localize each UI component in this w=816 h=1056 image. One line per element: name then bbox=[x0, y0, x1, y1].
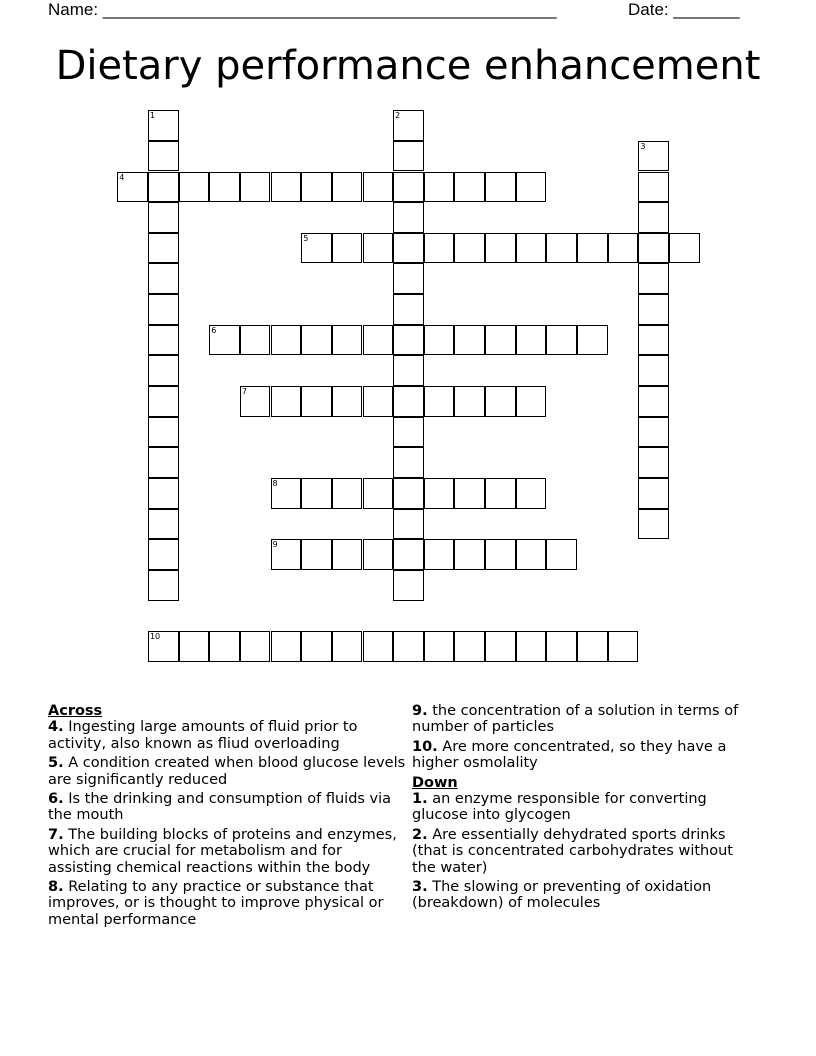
clue-across-7: 7. The building blocks of proteins and enzymes, which are crucial for metabolism and for assisting chemical reactions within the body bbox=[48, 826, 397, 876]
crossword-cell[interactable] bbox=[332, 233, 363, 264]
crossword-cell[interactable] bbox=[148, 325, 179, 356]
clue-across-6: 6. Is the drinking and consumption of fluids via the mouth bbox=[48, 791, 392, 824]
crossword-cell[interactable] bbox=[363, 539, 394, 570]
crossword-cell[interactable] bbox=[393, 233, 424, 264]
clue-across-4: 4. Ingesting large amounts of fluid prior to activity, also known as fliud overloading bbox=[48, 719, 358, 752]
crossword-cell[interactable] bbox=[485, 172, 516, 203]
crossword-cell[interactable] bbox=[516, 539, 547, 570]
clue-number: 3 bbox=[640, 141, 646, 151]
crossword-cell[interactable] bbox=[301, 539, 332, 570]
crossword-cell[interactable] bbox=[363, 325, 394, 356]
clue-across-5: 5. A condition created when blood glucose levels are significantly reduced bbox=[48, 755, 406, 788]
crossword-cell[interactable] bbox=[148, 294, 179, 325]
crossword-cell[interactable] bbox=[638, 263, 669, 294]
crossword-cell[interactable] bbox=[638, 325, 669, 356]
crossword-cell[interactable] bbox=[393, 386, 424, 417]
crossword-cell[interactable] bbox=[638, 478, 669, 509]
crossword-cell[interactable] bbox=[148, 263, 179, 294]
crossword-cell[interactable] bbox=[454, 386, 485, 417]
crossword-cell[interactable] bbox=[301, 631, 332, 662]
crossword-cell[interactable] bbox=[577, 631, 608, 662]
clue-number: 6 bbox=[211, 325, 217, 335]
crossword-cell[interactable] bbox=[148, 355, 179, 386]
crossword-cell[interactable] bbox=[271, 386, 302, 417]
crossword-cell[interactable] bbox=[240, 172, 271, 203]
crossword-cell[interactable] bbox=[485, 539, 516, 570]
crossword-cell[interactable] bbox=[393, 478, 424, 509]
clue-down-2: 2. Are essentially dehydrated sports drinks (that is concentrated carbohydrates without the water) bbox=[412, 826, 733, 876]
crossword-cell[interactable] bbox=[393, 417, 424, 448]
crossword-cell[interactable] bbox=[485, 325, 516, 356]
crossword-cell[interactable] bbox=[546, 325, 577, 356]
crossword-cell[interactable] bbox=[638, 386, 669, 417]
crossword-cell[interactable] bbox=[148, 631, 179, 662]
crossword-cell[interactable] bbox=[148, 202, 179, 233]
clue-across-10: 10. Are more concentrated, so they have a higher osmolality bbox=[412, 738, 727, 772]
crossword-cell[interactable] bbox=[393, 325, 424, 356]
clue-number: 10 bbox=[149, 632, 161, 642]
crossword-cell[interactable] bbox=[117, 172, 148, 203]
crossword-cell[interactable] bbox=[332, 478, 363, 509]
crossword-cell[interactable] bbox=[485, 233, 516, 264]
crossword-cell[interactable] bbox=[271, 478, 302, 509]
crossword-cell[interactable] bbox=[332, 539, 363, 570]
across-heading: Across bbox=[48, 703, 103, 719]
clue-across-9: 9. the concentration of a solution in terms of number of particles bbox=[412, 703, 739, 736]
crossword-cell[interactable] bbox=[148, 110, 179, 141]
crossword-cell[interactable] bbox=[424, 172, 455, 203]
crossword-cell[interactable] bbox=[516, 172, 547, 203]
crossword-cell[interactable] bbox=[393, 447, 424, 478]
clues-column-right bbox=[412, 703, 757, 915]
crossword-cell[interactable] bbox=[454, 172, 485, 203]
crossword-cell[interactable] bbox=[148, 447, 179, 478]
crossword-cell[interactable] bbox=[240, 386, 271, 417]
clue-number: 1 bbox=[149, 111, 156, 121]
crossword-cell[interactable] bbox=[485, 478, 516, 509]
clues-column-left bbox=[48, 703, 408, 931]
crossword-cell[interactable] bbox=[393, 172, 424, 203]
crossword-cell[interactable] bbox=[332, 631, 363, 662]
crossword-cell[interactable] bbox=[454, 325, 485, 356]
crossword-cell[interactable] bbox=[148, 478, 179, 509]
crossword-cell[interactable] bbox=[332, 172, 363, 203]
crossword-cell[interactable] bbox=[179, 172, 210, 203]
crossword-cell[interactable] bbox=[669, 233, 700, 264]
crossword-cell[interactable] bbox=[363, 233, 394, 264]
crossword-cell[interactable] bbox=[301, 478, 332, 509]
clue-across-8: 8. Relating to any practice or substance that improves, or is thought to improve physical or mental performance bbox=[48, 879, 384, 928]
crossword-cell[interactable] bbox=[148, 172, 179, 203]
crossword-cell[interactable] bbox=[301, 325, 332, 356]
crossword-cell[interactable] bbox=[516, 478, 547, 509]
crossword-cell[interactable] bbox=[577, 233, 608, 264]
crossword-cell[interactable] bbox=[240, 631, 271, 662]
crossword-cell[interactable] bbox=[516, 386, 547, 417]
crossword-cell[interactable] bbox=[148, 141, 179, 172]
crossword-cell[interactable] bbox=[393, 355, 424, 386]
crossword-cell[interactable] bbox=[240, 325, 271, 356]
crossword-cell[interactable] bbox=[638, 202, 669, 233]
crossword-cell[interactable] bbox=[638, 509, 669, 540]
crossword-cell[interactable] bbox=[148, 509, 179, 540]
crossword-cell[interactable] bbox=[516, 325, 547, 356]
crossword-cell[interactable] bbox=[424, 233, 455, 264]
page-title: Dietary performance enhancement bbox=[55, 43, 761, 89]
clue-down-1: 1. an enzyme responsible for converting glucose into glycogen bbox=[412, 791, 707, 824]
crossword-cell[interactable] bbox=[271, 539, 302, 570]
crossword-cell[interactable] bbox=[638, 141, 669, 172]
crossword-cell[interactable] bbox=[271, 325, 302, 356]
crossword-cell[interactable] bbox=[454, 233, 485, 264]
down-heading: Down bbox=[412, 774, 458, 791]
crossword-cell[interactable] bbox=[363, 478, 394, 509]
clue-number: 5 bbox=[303, 233, 309, 243]
crossword-cell[interactable] bbox=[454, 478, 485, 509]
crossword-cell[interactable] bbox=[332, 386, 363, 417]
clue-number: 9 bbox=[272, 540, 278, 550]
crossword-cell[interactable] bbox=[148, 386, 179, 417]
crossword-cell[interactable] bbox=[393, 263, 424, 294]
crossword-cell[interactable] bbox=[148, 417, 179, 448]
crossword-cell[interactable] bbox=[485, 631, 516, 662]
clue-number: 8 bbox=[272, 479, 278, 488]
crossword-cell[interactable] bbox=[209, 325, 240, 356]
crossword-cell[interactable] bbox=[424, 631, 455, 662]
crossword-cell[interactable] bbox=[148, 233, 179, 264]
crossword-cell[interactable] bbox=[638, 172, 669, 203]
crossword-cell[interactable] bbox=[546, 631, 577, 662]
crossword-cell[interactable] bbox=[638, 417, 669, 448]
crossword-cell[interactable] bbox=[608, 631, 639, 662]
crossword-cell[interactable] bbox=[209, 631, 240, 662]
crossword-cell[interactable] bbox=[301, 172, 332, 203]
crossword-cell[interactable] bbox=[454, 631, 485, 662]
crossword-cell[interactable] bbox=[148, 539, 179, 570]
crossword-cell[interactable] bbox=[209, 172, 240, 203]
clue-number: 7 bbox=[241, 387, 247, 397]
clue-down-3: 3. The slowing or preventing of oxidation (breakdown) of molecules bbox=[412, 879, 712, 912]
crossword-cell[interactable] bbox=[393, 570, 424, 601]
clue-number: 4 bbox=[119, 172, 125, 182]
date-field: Date: _______ bbox=[628, 0, 740, 19]
crossword-cell[interactable] bbox=[393, 294, 424, 325]
crossword-cell[interactable] bbox=[393, 631, 424, 662]
crossword-cell[interactable] bbox=[546, 233, 577, 264]
crossword-cell[interactable] bbox=[638, 355, 669, 386]
crossword-cell[interactable] bbox=[301, 233, 332, 264]
crossword-cell[interactable] bbox=[271, 631, 302, 662]
crossword-cell[interactable] bbox=[393, 141, 424, 172]
crossword-cell[interactable] bbox=[546, 539, 577, 570]
crossword-cell[interactable] bbox=[424, 539, 455, 570]
crossword-cell[interactable] bbox=[393, 110, 424, 141]
crossword-cell[interactable] bbox=[608, 233, 639, 264]
crossword-cell[interactable] bbox=[332, 325, 363, 356]
crossword-cell[interactable] bbox=[363, 631, 394, 662]
crossword-cell[interactable] bbox=[301, 386, 332, 417]
crossword-cell[interactable] bbox=[424, 386, 455, 417]
name-field: Name: ________________________________________________ bbox=[48, 0, 557, 19]
crossword-cell[interactable] bbox=[638, 447, 669, 478]
clue-number: 2 bbox=[395, 111, 401, 121]
crossword-cell[interactable] bbox=[393, 202, 424, 233]
crossword-cell[interactable] bbox=[577, 325, 608, 356]
crossword-cell[interactable] bbox=[485, 386, 516, 417]
crossword-cell[interactable] bbox=[393, 509, 424, 540]
crossword-cell[interactable] bbox=[424, 325, 455, 356]
crossword-cell[interactable] bbox=[454, 539, 485, 570]
crossword-cell[interactable] bbox=[638, 233, 669, 264]
crossword-cell[interactable] bbox=[638, 294, 669, 325]
crossword-cell[interactable] bbox=[271, 172, 302, 203]
crossword-cell[interactable] bbox=[424, 478, 455, 509]
crossword-cell[interactable] bbox=[393, 539, 424, 570]
crossword-cell[interactable] bbox=[516, 631, 547, 662]
crossword-cell[interactable] bbox=[516, 233, 547, 264]
crossword-cell[interactable] bbox=[179, 631, 210, 662]
crossword-cell[interactable] bbox=[363, 172, 394, 203]
crossword-cell[interactable] bbox=[148, 570, 179, 601]
crossword-cell[interactable] bbox=[363, 386, 394, 417]
